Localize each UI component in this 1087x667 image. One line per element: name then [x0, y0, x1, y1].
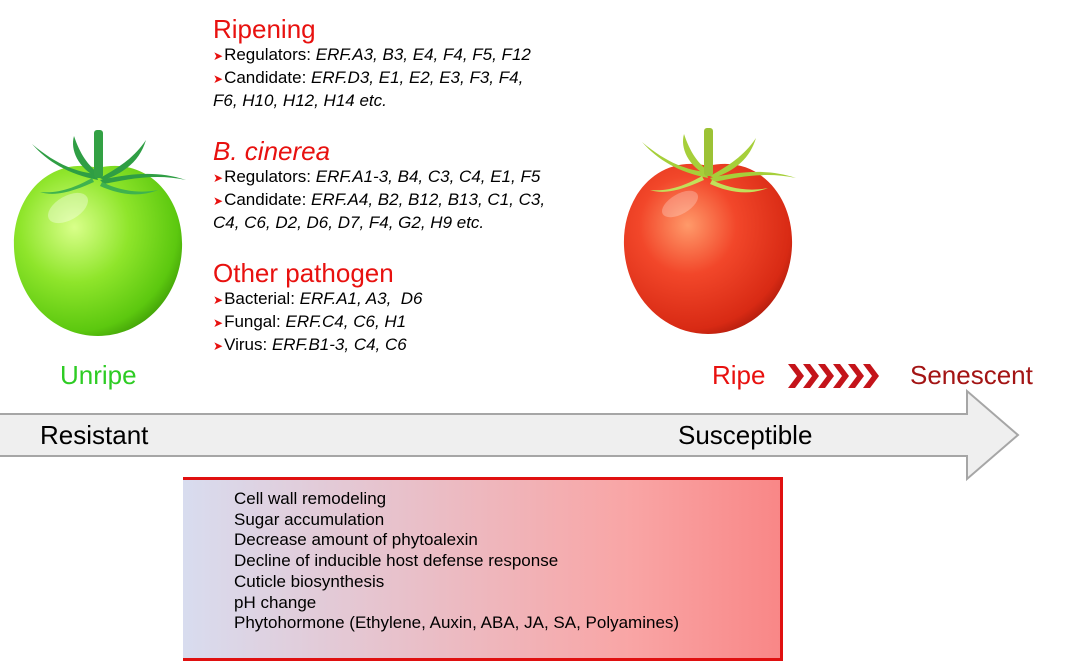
factor-item: Decrease amount of phytoalexin	[234, 530, 478, 550]
arrow-bullet-icon: ➤	[213, 339, 224, 353]
ripening-section	[213, 14, 531, 111]
ripening-heading: Ripening	[213, 14, 316, 44]
factor-item: Decline of inducible host defense response	[234, 551, 559, 571]
other-pathogen-section	[213, 258, 423, 357]
factor-item: Sugar accumulation	[234, 509, 385, 529]
cinerea-heading: B. cinerea	[213, 136, 331, 166]
arrow-bullet-icon: ➤	[213, 49, 224, 63]
virus-line: ➤Virus: ERF.B1-3, C4, C6	[213, 335, 407, 354]
unripe-label: Unripe	[60, 360, 137, 390]
arrow-bullet-icon: ➤	[213, 316, 224, 330]
factor-item: pH change	[234, 592, 317, 612]
cinerea-candidate: ➤Candidate: ERF.A4, B2, B12, B13, C1, C3,	[213, 190, 546, 209]
resistance-arrow	[0, 388, 1087, 482]
green-tomato-icon	[8, 128, 188, 343]
senescent-label: Senescent	[910, 360, 1033, 390]
factor-item: Cell wall remodeling	[234, 489, 387, 508]
ripe-label: Ripe	[712, 360, 766, 390]
cinerea-section	[213, 136, 545, 233]
cinerea-regulators: ➤Regulators: ERF.A1-3, B4, C3, C4, E1, F5	[213, 167, 541, 186]
fungal-line: ➤Fungal: ERF.C4, C6, H1	[213, 312, 407, 331]
arrow-bullet-icon: ➤	[213, 72, 224, 86]
factor-item: Phytohormone (Ethylene, Auxin, ABA, JA, SA, Polyamines)	[234, 613, 680, 633]
ripening-candidate-cont: F6, H10, H12, H14 etc.	[213, 91, 387, 110]
arrow-bullet-icon: ➤	[213, 194, 224, 208]
red-tomato-icon	[618, 126, 798, 341]
chevron-right-icon	[788, 362, 890, 390]
arrow-bullet-icon: ➤	[213, 293, 224, 307]
factors-list	[234, 489, 679, 634]
cinerea-candidate-cont: C4, C6, D2, D6, D7, F4, G2, H9 etc.	[213, 213, 485, 232]
other-pathogen-heading: Other pathogen	[213, 258, 394, 288]
factors-box	[183, 477, 783, 661]
ripening-regulators: ➤Regulators: ERF.A3, B3, E4, F4, F5, F12	[213, 45, 531, 64]
factor-item: Cuticle biosynthesis	[234, 571, 385, 591]
susceptible-label: Susceptible	[678, 420, 813, 450]
arrow-bullet-icon: ➤	[213, 171, 224, 185]
ripening-candidate: ➤Candidate: ERF.D3, E1, E2, E3, F3, F4,	[213, 68, 524, 87]
bacterial-line: ➤Bacterial: ERF.A1, A3, D6	[213, 289, 423, 308]
resistant-label: Resistant	[40, 420, 149, 450]
